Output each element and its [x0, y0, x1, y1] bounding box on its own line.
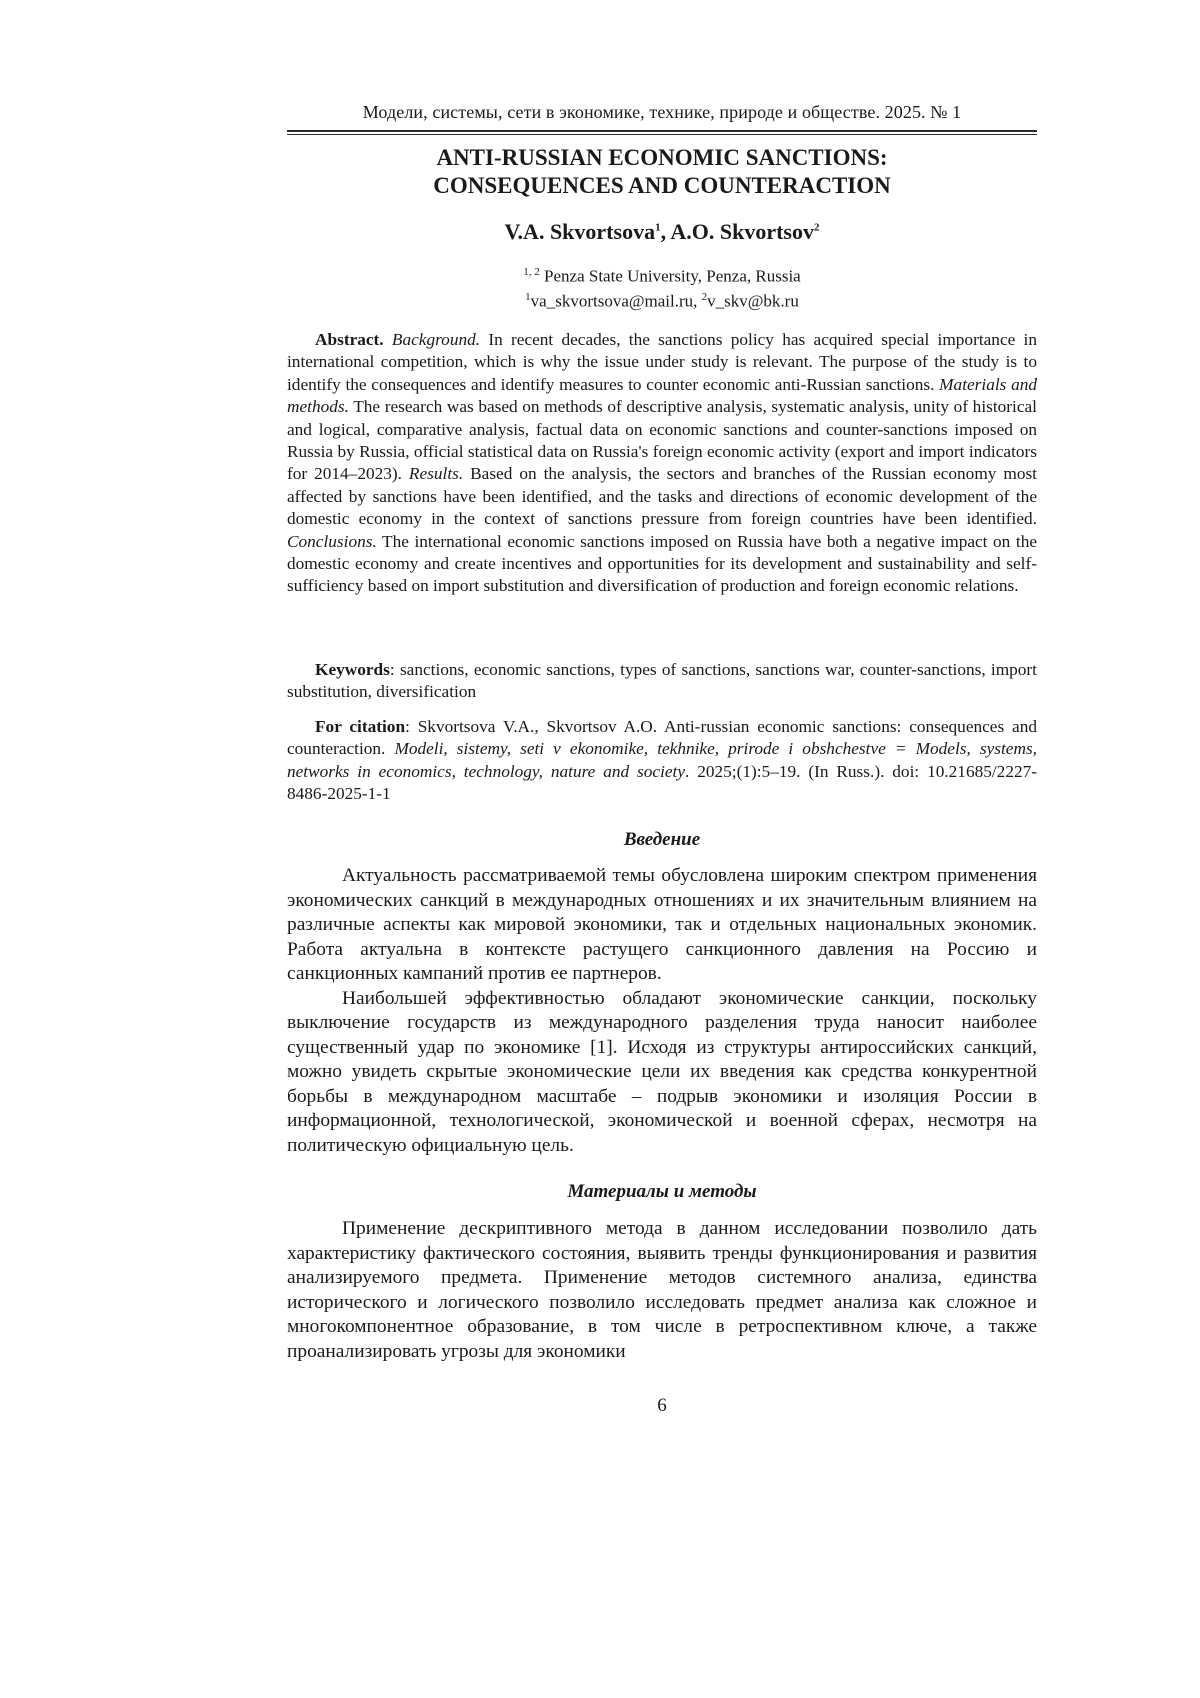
intro-paragraph-2: Наибольшей эффективностью обладают экономические санкции, поскольку выключение государств из международного разделения труда наносит наиболее существенный удар по экономике [1]. Исходя из структуры антироссийских санкций, можно увидеть скрытые экономические цели их введения как средства конкурентной борьбы в международном масштабе – подрыв экономики и изоляция России в информационной, технологической, экономической и военной сферах, несмотря на политическую официальную цель.: [287, 987, 1037, 1156]
affiliation-block: [287, 262, 1037, 311]
title-line-1: ANTI-RUSSIAN ECONOMIC SANCTIONS:: [436, 145, 888, 170]
citation-text-1: : Skvortsova V.A., Skvortsov A.O. Anti-russian economic sanctions: consequences and counteraction.: [287, 717, 1037, 759]
article-title: [287, 144, 1037, 200]
affiliation-mark: 1, 2: [523, 266, 540, 278]
methods-paragraph-1: Применение дескриптивного метода в данном исследовании позволило дать характеристику фактического состояния, выявить тренды функционирования и развития анализируемого предмета. Применение методов системного анализа, единства исторического и логического позволило исследовать предмет анализа как сложное и многокомпонентное образование, в том числе в ретроспективном ключе, а также проанализировать угрозы для экономики: [287, 1218, 1037, 1362]
methods-heading: Материалы и методы: [567, 1181, 757, 1202]
intro-heading: Введение: [623, 829, 701, 850]
authors: [287, 219, 1037, 245]
keywords: [287, 659, 1037, 704]
affiliation: Penza State University, Penza, Russia: [539, 266, 801, 286]
author-1-mark: 1: [655, 221, 661, 234]
running-head: Модели, системы, сети в экономике, технике, природе и обществе. 2025. № 1: [362, 102, 962, 122]
abstract: [287, 329, 1037, 598]
results-text: Based on the analysis, the sectors and branches of the Russian economy most affected by sanctions have been identified, and the tasks and directions of economic development of the domestic economy in the context of sanctions pressure from foreign countries have been identified.: [287, 464, 1037, 529]
methods-label: Materials and methods.: [287, 374, 1037, 417]
author-separator: ,: [660, 219, 671, 244]
background-label: Background.: [391, 330, 481, 349]
intro-section: [287, 864, 1037, 1158]
email-line: [287, 287, 1037, 312]
methods-text: The research was based on methods of descriptive analysis, systematic analysis, unity of historical and logical, comparative analysis, factual data on economic sanctions and counter-sanctions imposed on Russia by Russia, official statistical data on Russia's foreign economic activity (export and import indicators for 2014–2023).: [287, 397, 1037, 484]
citation-text-2: . 2025;(1):5–19. (In Russ.). doi: 10.21685/2227-8486-2025-1-1: [287, 761, 1037, 804]
header-rule-thin: [287, 134, 1037, 135]
keywords-label: Keywords: [315, 660, 390, 679]
intro-paragraph-1: Актуальность рассматриваемой темы обусловлена широким спектром применения экономических санкций в международных отношениях и их значительным влиянием на различные аспекты как мировой экономики, так и отдельных национальных экономик. Работа актуальна в контексте растущего санкционного давления на Россию и санкционных кампаний против ее партнеров.: [287, 865, 1037, 984]
citation: [287, 716, 1037, 806]
email-2-mark: 2: [701, 290, 708, 303]
header-rule-thick: [287, 130, 1037, 132]
conclusions-text: The international economic sanctions imposed on Russia have both a negative impact on the domestic economy and create incentives and opportunities for its development and sustainability and self-sufficiency based on import substitution and diversification of production and foreign economic relations.: [287, 531, 1037, 596]
email-1[interactable]: va_skvortsova@mail.ru,: [530, 291, 702, 311]
email-1-mark: 1: [525, 290, 531, 303]
author-2: A.O. Skvortsov: [670, 219, 814, 244]
page-number: 6: [657, 1395, 667, 1416]
author-2-mark: 2: [813, 221, 820, 234]
citation-label: For citation: [315, 717, 406, 736]
affiliation-line: [287, 262, 1037, 287]
background-text: In recent decades, the sanctions policy has acquired special importance in international competition, which is why the issue under study is relevant. The purpose of the study is to identify the consequences and identify measures to counter economic anti-Russian sanctions.: [287, 330, 1037, 394]
keywords-text: : sanctions, economic sanctions, types of sanctions, sanctions war, counter-sanctions, import substitution, diversification: [287, 660, 1037, 702]
citation-journal: Modeli, sistemy, seti v ekonomike, tekhnike, prirode i obshchestve = Models, systems, networks in economics, technology, nature and society: [287, 739, 1037, 781]
abstract-label: Abstract.: [315, 330, 384, 349]
author-1: V.A. Skvortsova: [504, 219, 656, 244]
title-line-2: CONSEQUENCES AND COUNTERACTION: [433, 173, 891, 198]
conclusions-label: Conclusions.: [287, 531, 377, 551]
email-2[interactable]: v_skv@bk.ru: [707, 291, 799, 311]
results-label: Results.: [408, 464, 464, 484]
methods-section: [287, 1217, 1037, 1364]
